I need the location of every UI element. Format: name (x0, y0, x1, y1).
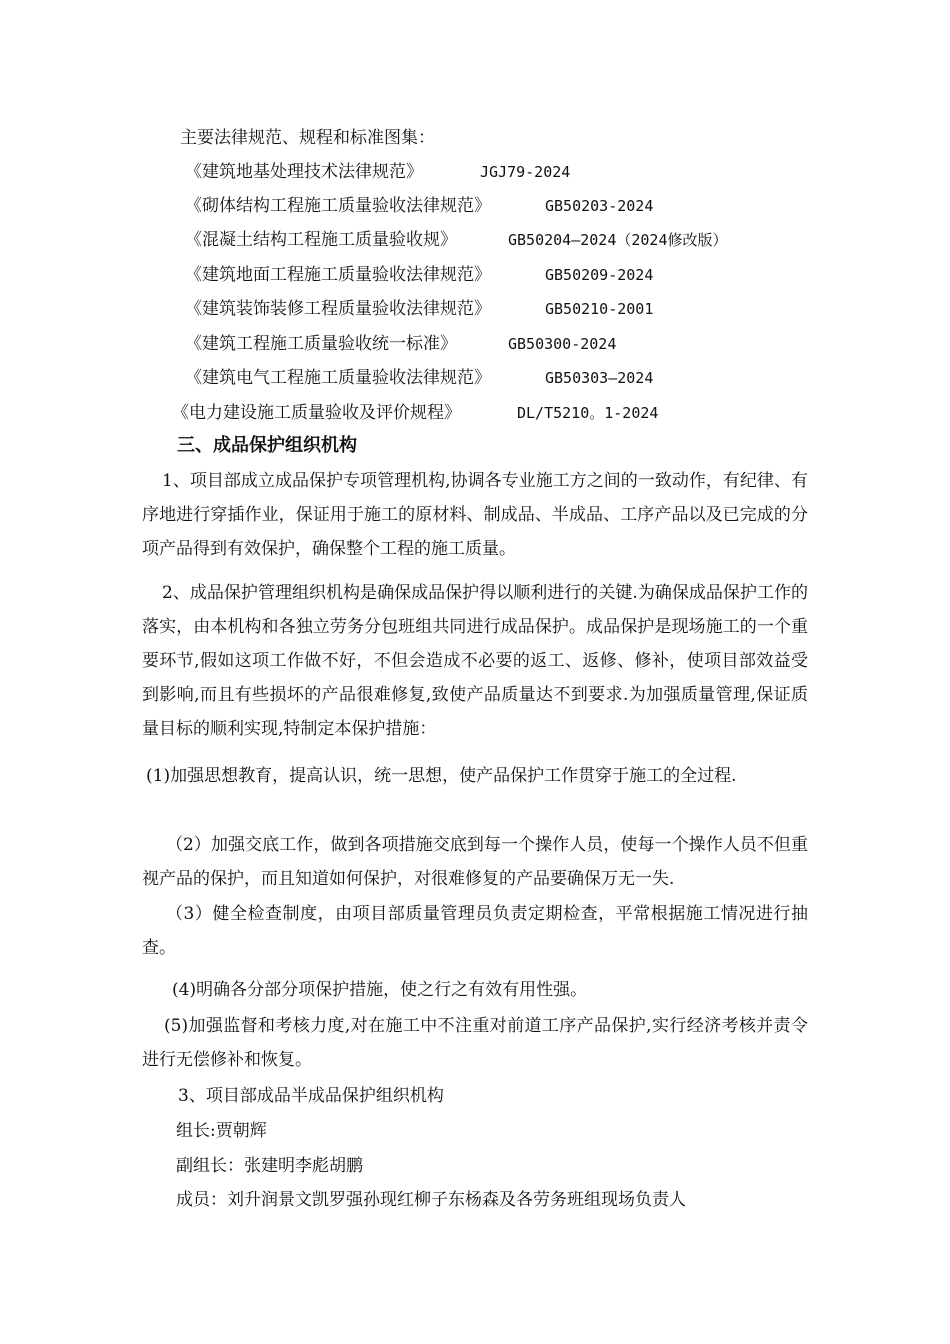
standard-code: DL/T5210。1-2024 (517, 404, 659, 422)
standard-code: GB50204—2024（2024修改版） (508, 231, 728, 249)
standard-item (0, 367, 950, 389)
measure-5: (5)加强监督和考核力度,对在施工中不注重对前道工序产品保护,实行经济考核并责令进行无偿修补和恢复。 (142, 1016, 808, 1070)
standard-item (0, 264, 950, 286)
standard-item (0, 229, 950, 251)
standard-code: GB50210-2001 (545, 300, 654, 318)
standard-title: 《砌体结构工程施工质量验收法律规范》 (185, 196, 491, 216)
standard-code: GB50300-2024 (508, 335, 617, 353)
standard-item (0, 298, 950, 320)
measure-3: （3）健全检查制度，由项目部质量管理员负责定期检查，平常根据施工情况进行抽查。 (142, 904, 808, 958)
standard-code: JGJ79-2024 (480, 163, 571, 181)
standard-title: 《建筑电气工程施工质量验收法律规范》 (185, 368, 491, 388)
standard-code: GB50303—2024 (545, 369, 654, 387)
standard-code: GB50203-2024 (545, 197, 654, 215)
standard-item (0, 161, 950, 183)
org-members: 成员：刘升润景文凯罗强孙现红柳子东杨森及各劳务班组现场负责人 (176, 1190, 686, 1210)
paragraph-1: 1、项目部成立成品保护专项管理机构,协调各专业施工方之间的一致动作，有纪律、有序地进行穿插作业，保证用于施工的原材料、制成品、半成品、工序产品以及已完成的分项产品得到有效保护，确保整个工程的施工质量。 (142, 471, 808, 559)
paragraph-2: 2、成品保护管理组织机构是确保成品保护得以顺利进行的关键.为确保成品保护工作的落实，由本机构和各独立劳务分包班组共同进行成品保护。成品保护是现场施工的一个重要环节,假如这项工作做不好，不但会造成不必要的返工、返修、修补，使项目部效益受到影响,而且有些损坏的产品很难修复,致使产品质量达不到要求.为加强质量管理,保证质量目标的顺利实现,特制定本保护措施： (142, 583, 808, 739)
standard-title: 《建筑地面工程施工质量验收法律规范》 (185, 265, 491, 285)
standard-title: 《建筑地基处理技术法律规范》 (185, 162, 423, 182)
standard-code: GB50209-2024 (545, 266, 654, 284)
standard-title: 《建筑工程施工质量验收统一标准》 (185, 334, 457, 354)
standard-title: 《混凝土结构工程施工质量验收规》 (185, 230, 457, 250)
standard-title: 《建筑装饰装修工程质量验收法律规范》 (185, 299, 491, 319)
org-leader: 组长:贾朝辉 (176, 1121, 267, 1141)
measure-4: (4)明确各分部分项保护措施，使之行之有效有用性强。 (172, 980, 588, 1000)
measure-2: （2）加强交底工作，做到各项措施交底到每一个操作人员，使每一个操作人员不但重视产品的保护，而且知道如何保护，对很难修复的产品要确保万无一失. (142, 835, 808, 889)
org-heading: 3、项目部成品半成品保护组织机构 (178, 1086, 444, 1106)
standard-title: 《电力建设施工质量验收及评价规程》 (172, 403, 461, 423)
org-deputy: 副组长：张建明李彪胡鹏 (176, 1156, 363, 1176)
standard-item (0, 333, 950, 355)
standard-item (0, 402, 950, 424)
measure-1: (1)加强思想教育，提高认识，统一思想，使产品保护工作贯穿于施工的全过程. (146, 766, 737, 786)
standard-item (0, 195, 950, 217)
section-heading: 三、成品保护组织机构 (177, 435, 357, 456)
standards-intro: 主要法律规范、规程和标准图集： (180, 128, 435, 148)
